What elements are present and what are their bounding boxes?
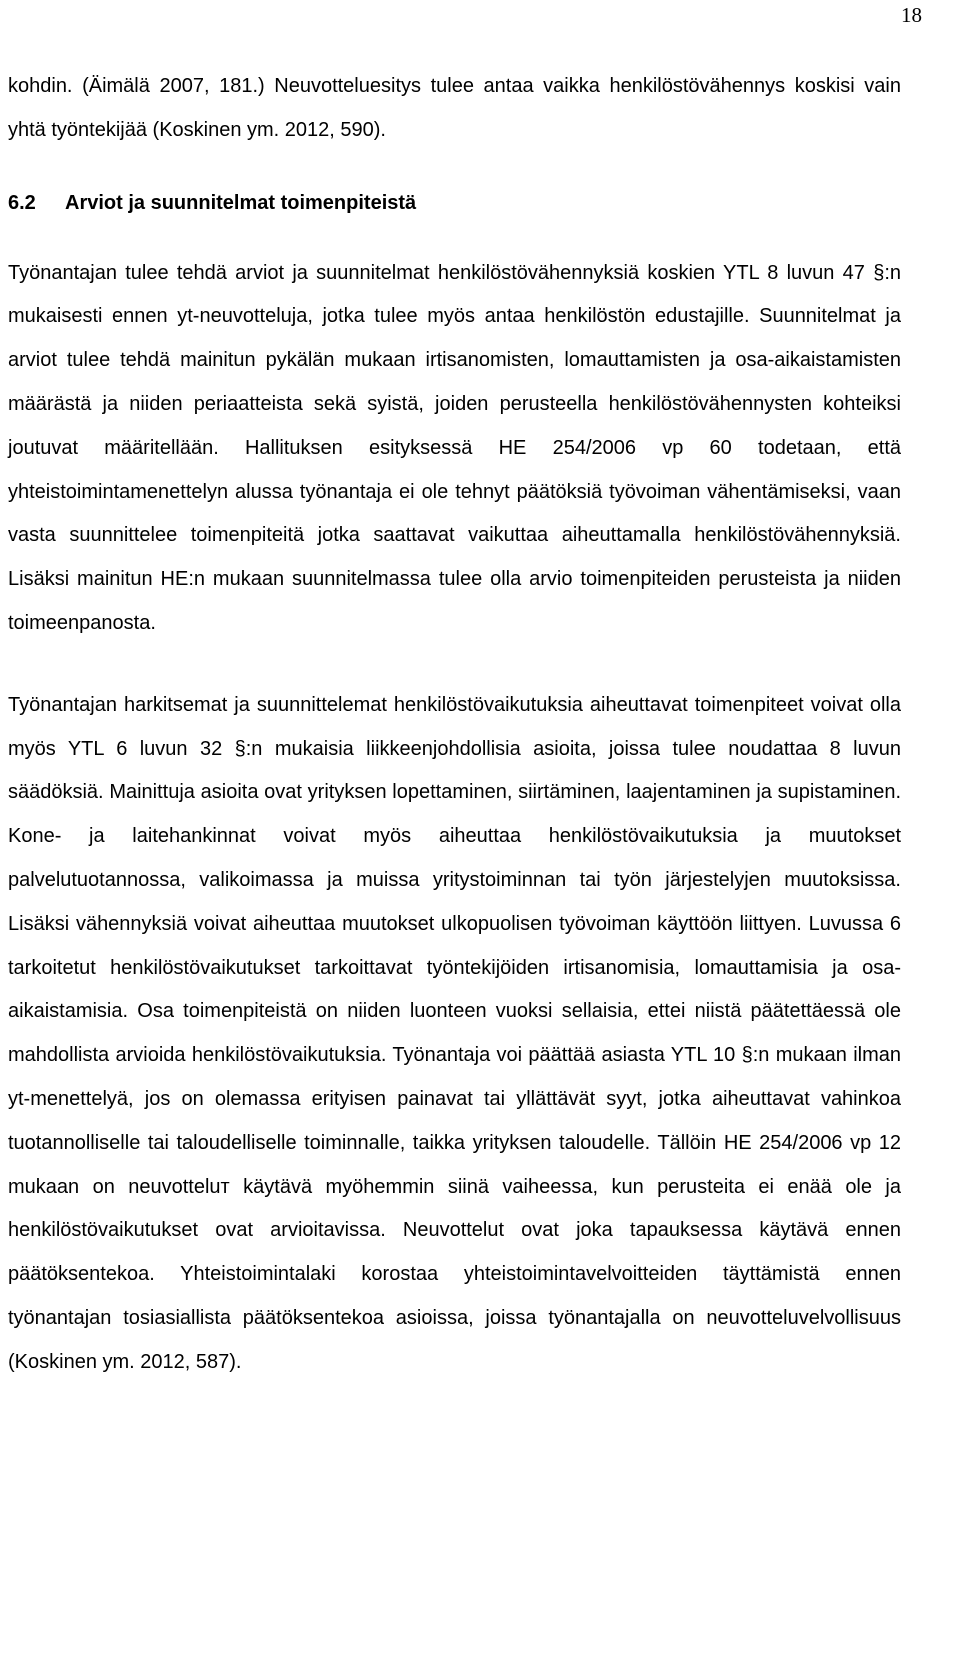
body-paragraph-2: Työnantajan harkitsemat ja suunnittelemat henkilöstövaikutuksia aiheuttavat toimenpiteet voivat olla myös YTL 6 luvun 32 §:n mukaisia liikkeenjohdollisia asioita, joissa tulee noudattaa 8 luvun säädöksiä. Mainittuja asioita ovat yrityksen lopettaminen, siirtäminen, laajentaminen ja supistaminen. Kone- ja laitehankinnat voivat myös aiheuttaa henkilöstövaikutuksia ja muutokset palvelutuotannossa, valikoimassa ja muissa yritystoiminnan tai työn järjestelyjen muutoksissa. Lisäksi vähennyksiä voivat aiheuttaa muutokset ulkopuolisen työvoiman käyttöön liittyen. Luvussa 6 tarkoitetut henkilöstövaikutukset tarkoittavat työntekijöiden irtisanomisia, lomauttamisia ja osa-aikaistamisia. Osa toimenpiteistä on niiden luonteen vuoksi sellaisia, ettei niistä päätettäessä ole mahdollista arvioida henkilöstövaikutuksia. Työnantaja voi päättää asiasta YTL 10 §:n mukaan ilman yt-menettelyä, jos on olemassa erityisen painavat tai yllättävät syyt, jotka aiheuttavat vahinkoa tuotannolliselle tai taloudelliselle toiminnalle, taikka yrityksen taloudelle. Tällöin HE 254/2006 vp 12 mukaan on neuvotteluт käytävä myöhemmin siinä vaiheessa, kun perusteita ei enää ole ja henkilöstövaikutukset ovat arvioitavissa. Neuvottelut ovat joka tapauksessa käytävä ennen päätöksentekoa. Yhteistoimintalaki korostaa yhteistoimintavelvoitteiden täyttämistä ennen työnantajan tosiasiallista päätöksentekoa asioissa, joissa työnantajalla on neuvotteluvelvollisuus (Koskinen ym. 2012, 587). <box>8 693 901 1373</box>
body-paragraph-1: Työnantajan tulee tehdä arviot ja suunnitelmat henkilöstövähennyksiä koskien YTL 8 luvun 47 §:n mukaisesti ennen yt-neuvotteluja, jotka tulee myös antaa henkilöstön edustajille. Suunnitelmat ja arviot tulee tehdä mainitun pykälän mukaan irtisanomisten, lomauttamisten ja osa-aikaistamisten määrästä ja niiden periaatteista sekä syistä, joiden perusteella henkilöstövähennysten kohteiksi joutuvat määritellään. Hallituksen esityksessä HE 254/2006 vp 60 todetaan, että yhteistoimintamenettelyn alussa työnantaja ei ole tehnyt päätöksiä työvoiman vähentämiseksi, vaan vasta suunnittelee toimenpiteitä jotka saattavat vaikuttaa aiheuttamalla henkilöstövähennyksiä. Lisäksi mainitun HE:n mukaan suunnitelmassa tulee olla arvio toimenpiteiden perusteista ja niiden toimeenpanosta. <box>8 261 901 634</box>
continued-paragraph: kohdin. (Äimälä 2007, 181.) Neuvotteluesitys tulee antaa vaikka henkilöstövähennys koskisi vain yhtä työntekijää (Koskinen ym. 2012, 590). <box>8 75 901 141</box>
document-body <box>8 65 901 1385</box>
section-number: 6.2 <box>8 191 36 214</box>
page-number: 18 <box>901 3 922 27</box>
section-heading <box>8 183 901 223</box>
section-title: Arviot ja suunnitelmat toimenpiteistä <box>65 191 417 214</box>
